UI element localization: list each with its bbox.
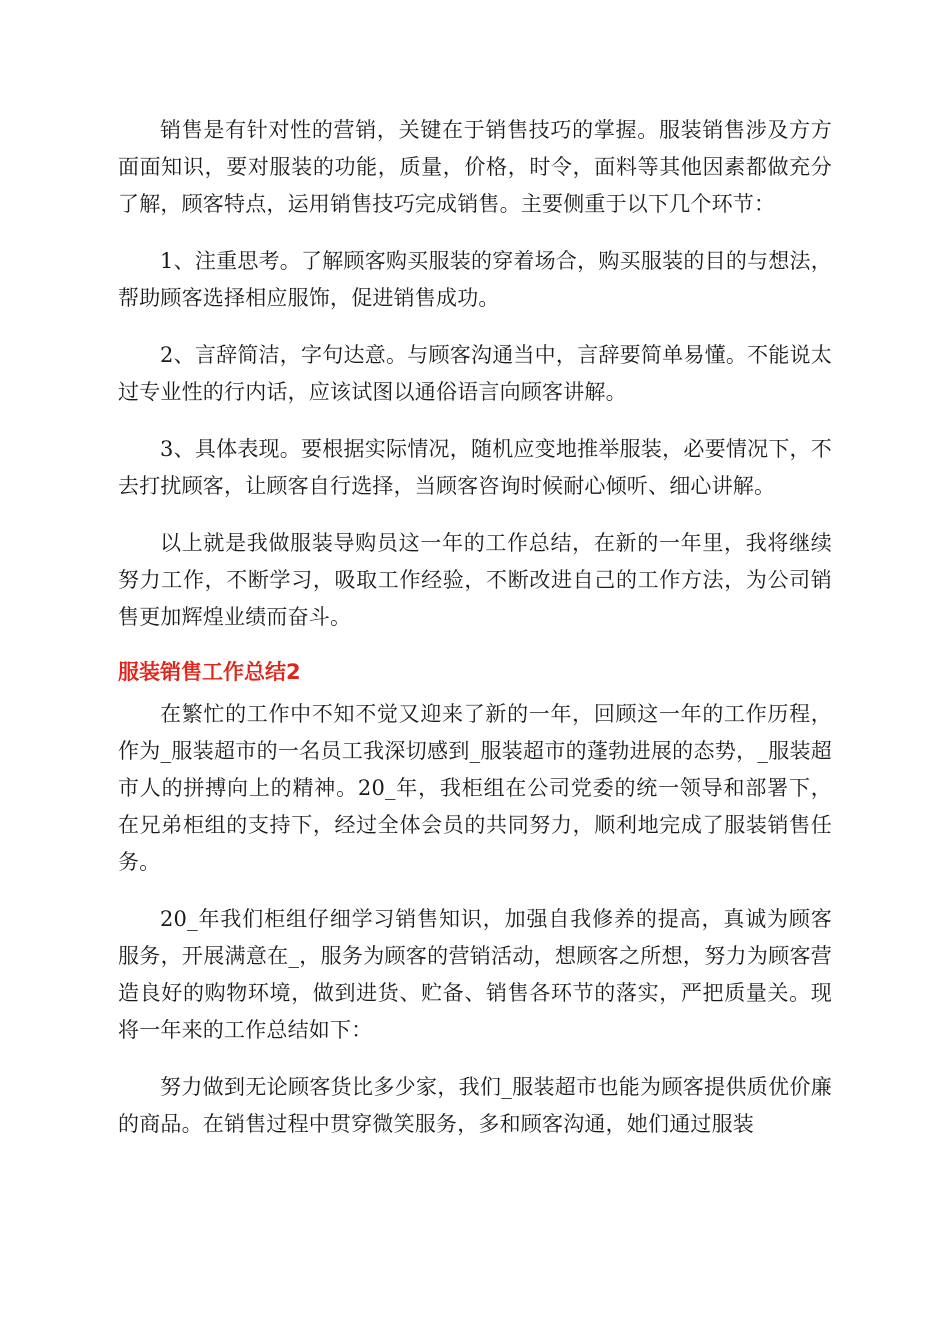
paragraph-conclusion: 以上就是我做服装导购员这一年的工作总结，在新的一年里，我将继续努力工作，不断学习，吸取工作经验，不断改进自己的工作方法，为公司销售更加辉煌业绩而奋斗。 bbox=[118, 531, 832, 629]
paragraph-quality-service: 努力做到无论顾客货比多少家，我们_服装超市也能为顾客提供质优价廉的商品。在销售过程中贯穿微笑服务，多和顾客沟通，她们通过服装 bbox=[118, 1075, 832, 1136]
paragraph-year-review: 在繁忙的工作中不知不觉又迎来了新的一年，回顾这一年的工作历程，作为_服装超市的一名员工我深切感到_服装超市的蓬勃进展的态势，_服装超市人的拼搏向上的精神。20_年，我柜组在公司党委的统一领导和部署下，在兄弟柜组的支持下，经过全体会员的共同努力，顺利地完成了服装销售任务。 bbox=[118, 702, 832, 874]
paragraph-point-2: 2、言辞简洁，字句达意。与顾客沟通当中，言辞要简单易懂。不能说太过专业性的行内话，应该试图以通俗语言向顾客讲解。 bbox=[118, 343, 832, 404]
document-page bbox=[118, 112, 832, 1163]
paragraph-team-study: 20_年我们柜组仔细学习销售知识，加强自我修养的提高，真诚为顾客服务，开展满意在_，服务为顾客的营销活动，想顾客之所想，努力为顾客营造良好的购物环境，做到进货、贮备、销售各环节的落实，严把质量关。现将一年来的工作总结如下： bbox=[118, 907, 832, 1042]
paragraph-point-3: 3、具体表现。要根据实际情况，随机应变地推举服装，必要情况下，不去打扰顾客，让顾客自行选择，当顾客咨询时候耐心倾听、细心讲解。 bbox=[118, 437, 832, 498]
section-heading: 服装销售工作总结2 bbox=[118, 660, 301, 684]
paragraph-sales-intro: 销售是有针对性的营销，关键在于销售技巧的掌握。服装销售涉及方方面面知识，要对服装的功能，质量，价格，时令，面料等其他因素都做充分了解，顾客特点，运用销售技巧完成销售。主要侧重于以下几个环节： bbox=[118, 118, 832, 216]
paragraph-point-1: 1、注重思考。了解顾客购买服装的穿着场合，购买服装的目的与想法，帮助顾客选择相应服饰，促进销售成功。 bbox=[118, 249, 832, 310]
